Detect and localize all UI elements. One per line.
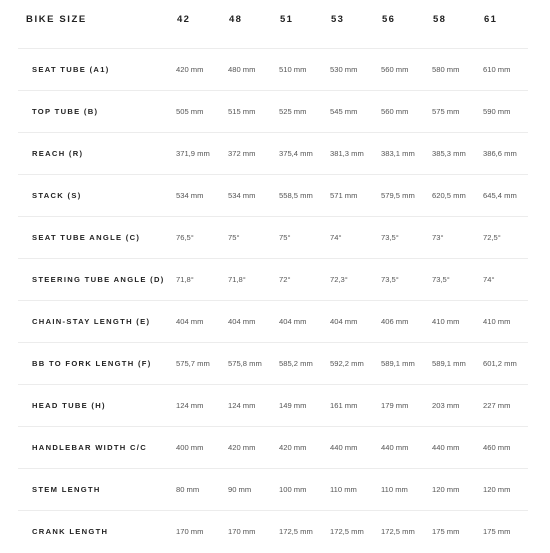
table-cell-size-51: 558,5 mm — [279, 191, 313, 200]
table-cell-size-56: 172,5 mm — [381, 527, 415, 536]
table-cell-size-56: 110 mm — [381, 485, 408, 494]
table-cell-size-51: 525 mm — [279, 107, 307, 116]
bike-size-header: BIKE SIZE — [26, 14, 87, 25]
table-cell-size-48: 75° — [228, 233, 240, 242]
table-cell-size-51: 375,4 mm — [279, 149, 313, 158]
table-cell-size-61: 386,6 mm — [483, 149, 517, 158]
size-header-48: 48 — [229, 14, 243, 25]
row-label: TOP TUBE (B) — [32, 107, 99, 116]
table-row — [18, 384, 528, 427]
table-cell-size-58: 385,3 mm — [432, 149, 466, 158]
table-cell-size-53: 530 mm — [330, 65, 358, 74]
table-cell-size-53: 172,5 mm — [330, 527, 364, 536]
table-cell-size-48: 124 mm — [228, 401, 256, 410]
table-cell-size-48: 170 mm — [228, 527, 256, 536]
table-cell-size-58: 410 mm — [432, 317, 460, 326]
table-cell-size-58: 589,1 mm — [432, 359, 466, 368]
row-label: STEM LENGTH — [32, 485, 101, 494]
table-cell-size-58: 73° — [432, 233, 444, 242]
table-cell-size-56: 179 mm — [381, 401, 409, 410]
table-cell-size-61: 410 mm — [483, 317, 511, 326]
table-row — [18, 258, 528, 301]
table-cell-size-51: 72° — [279, 275, 291, 284]
table-row — [18, 342, 528, 385]
table-cell-size-53: 161 mm — [330, 401, 358, 410]
size-header-42: 42 — [177, 14, 191, 25]
table-cell-size-48: 480 mm — [228, 65, 256, 74]
table-cell-size-48: 575,8 mm — [228, 359, 262, 368]
table-row — [18, 174, 528, 217]
row-label: BB TO FORK LENGTH (F) — [32, 359, 152, 368]
table-cell-size-61: 645,4 mm — [483, 191, 517, 200]
table-cell-size-48: 90 mm — [228, 485, 252, 494]
table-cell-size-56: 383,1 mm — [381, 149, 415, 158]
size-header-58: 58 — [433, 14, 447, 25]
table-cell-size-42: 420 mm — [176, 65, 204, 74]
table-row — [18, 90, 528, 133]
table-cell-size-48: 420 mm — [228, 443, 256, 452]
table-cell-size-48: 71,8° — [228, 275, 246, 284]
table-cell-size-48: 515 mm — [228, 107, 256, 116]
table-cell-size-53: 381,3 mm — [330, 149, 364, 158]
table-cell-size-42: 170 mm — [176, 527, 204, 536]
table-cell-size-58: 203 mm — [432, 401, 460, 410]
table-cell-size-61: 460 mm — [483, 443, 511, 452]
table-cell-size-42: 404 mm — [176, 317, 204, 326]
table-cell-size-48: 372 mm — [228, 149, 256, 158]
table-cell-size-51: 100 mm — [279, 485, 307, 494]
table-cell-size-56: 560 mm — [381, 107, 409, 116]
table-cell-size-42: 124 mm — [176, 401, 204, 410]
row-label: HEAD TUBE (H) — [32, 401, 106, 410]
table-cell-size-42: 400 mm — [176, 443, 204, 452]
table-cell-size-61: 610 mm — [483, 65, 511, 74]
table-cell-size-53: 404 mm — [330, 317, 358, 326]
table-row — [18, 426, 528, 469]
row-label: HANDLEBAR WIDTH C/C — [32, 443, 147, 452]
row-label: CHAIN-STAY LENGTH (E) — [32, 317, 151, 326]
table-cell-size-58: 440 mm — [432, 443, 460, 452]
table-cell-size-42: 505 mm — [176, 107, 204, 116]
table-cell-size-58: 175 mm — [432, 527, 460, 536]
table-cell-size-61: 74° — [483, 275, 495, 284]
table-cell-size-58: 620,5 mm — [432, 191, 466, 200]
table-cell-size-58: 575 mm — [432, 107, 460, 116]
table-cell-size-56: 73,5° — [381, 275, 399, 284]
table-row — [18, 300, 528, 343]
row-label: SEAT TUBE (A1) — [32, 65, 110, 74]
table-cell-size-51: 404 mm — [279, 317, 307, 326]
row-label: CRANK LENGTH — [32, 527, 109, 536]
table-cell-size-42: 80 mm — [176, 485, 200, 494]
table-cell-size-56: 440 mm — [381, 443, 409, 452]
table-cell-size-48: 404 mm — [228, 317, 256, 326]
table-cell-size-61: 590 mm — [483, 107, 511, 116]
row-label: REACH (R) — [32, 149, 84, 158]
table-cell-size-51: 510 mm — [279, 65, 307, 74]
table-cell-size-53: 592,2 mm — [330, 359, 364, 368]
table-cell-size-51: 585,2 mm — [279, 359, 313, 368]
table-cell-size-42: 371,9 mm — [176, 149, 210, 158]
table-cell-size-53: 72,3° — [330, 275, 348, 284]
table-cell-size-58: 580 mm — [432, 65, 460, 74]
table-row — [18, 468, 528, 511]
table-cell-size-61: 120 mm — [483, 485, 511, 494]
table-header-row — [0, 0, 550, 42]
table-cell-size-58: 120 mm — [432, 485, 460, 494]
table-cell-size-53: 74° — [330, 233, 342, 242]
table-cell-size-56: 560 mm — [381, 65, 409, 74]
table-row — [18, 132, 528, 175]
row-label: STACK (S) — [32, 191, 82, 200]
row-label: STEERING TUBE ANGLE (D) — [32, 275, 165, 284]
table-cell-size-61: 227 mm — [483, 401, 511, 410]
table-cell-size-56: 589,1 mm — [381, 359, 415, 368]
table-cell-size-56: 406 mm — [381, 317, 409, 326]
table-cell-size-48: 534 mm — [228, 191, 256, 200]
table-cell-size-51: 149 mm — [279, 401, 307, 410]
table-row — [18, 216, 528, 259]
table-cell-size-42: 534 mm — [176, 191, 204, 200]
table-cell-size-51: 420 mm — [279, 443, 307, 452]
table-cell-size-56: 579,5 mm — [381, 191, 415, 200]
table-cell-size-51: 75° — [279, 233, 291, 242]
size-header-56: 56 — [382, 14, 396, 25]
table-cell-size-61: 72,5° — [483, 233, 501, 242]
table-row — [18, 48, 528, 91]
table-cell-size-42: 575,7 mm — [176, 359, 210, 368]
table-cell-size-61: 601,2 mm — [483, 359, 517, 368]
table-cell-size-51: 172,5 mm — [279, 527, 313, 536]
table-cell-size-42: 76,5° — [176, 233, 194, 242]
table-cell-size-42: 71,8° — [176, 275, 194, 284]
size-header-51: 51 — [280, 14, 294, 25]
table-cell-size-56: 73,5° — [381, 233, 399, 242]
size-header-61: 61 — [484, 14, 498, 25]
row-label: SEAT TUBE ANGLE (C) — [32, 233, 141, 242]
table-cell-size-53: 571 mm — [330, 191, 358, 200]
table-cell-size-53: 110 mm — [330, 485, 357, 494]
table-cell-size-53: 545 mm — [330, 107, 358, 116]
table-row — [18, 510, 528, 553]
table-cell-size-58: 73,5° — [432, 275, 450, 284]
table-cell-size-53: 440 mm — [330, 443, 358, 452]
table-cell-size-61: 175 mm — [483, 527, 511, 536]
size-header-53: 53 — [331, 14, 345, 25]
